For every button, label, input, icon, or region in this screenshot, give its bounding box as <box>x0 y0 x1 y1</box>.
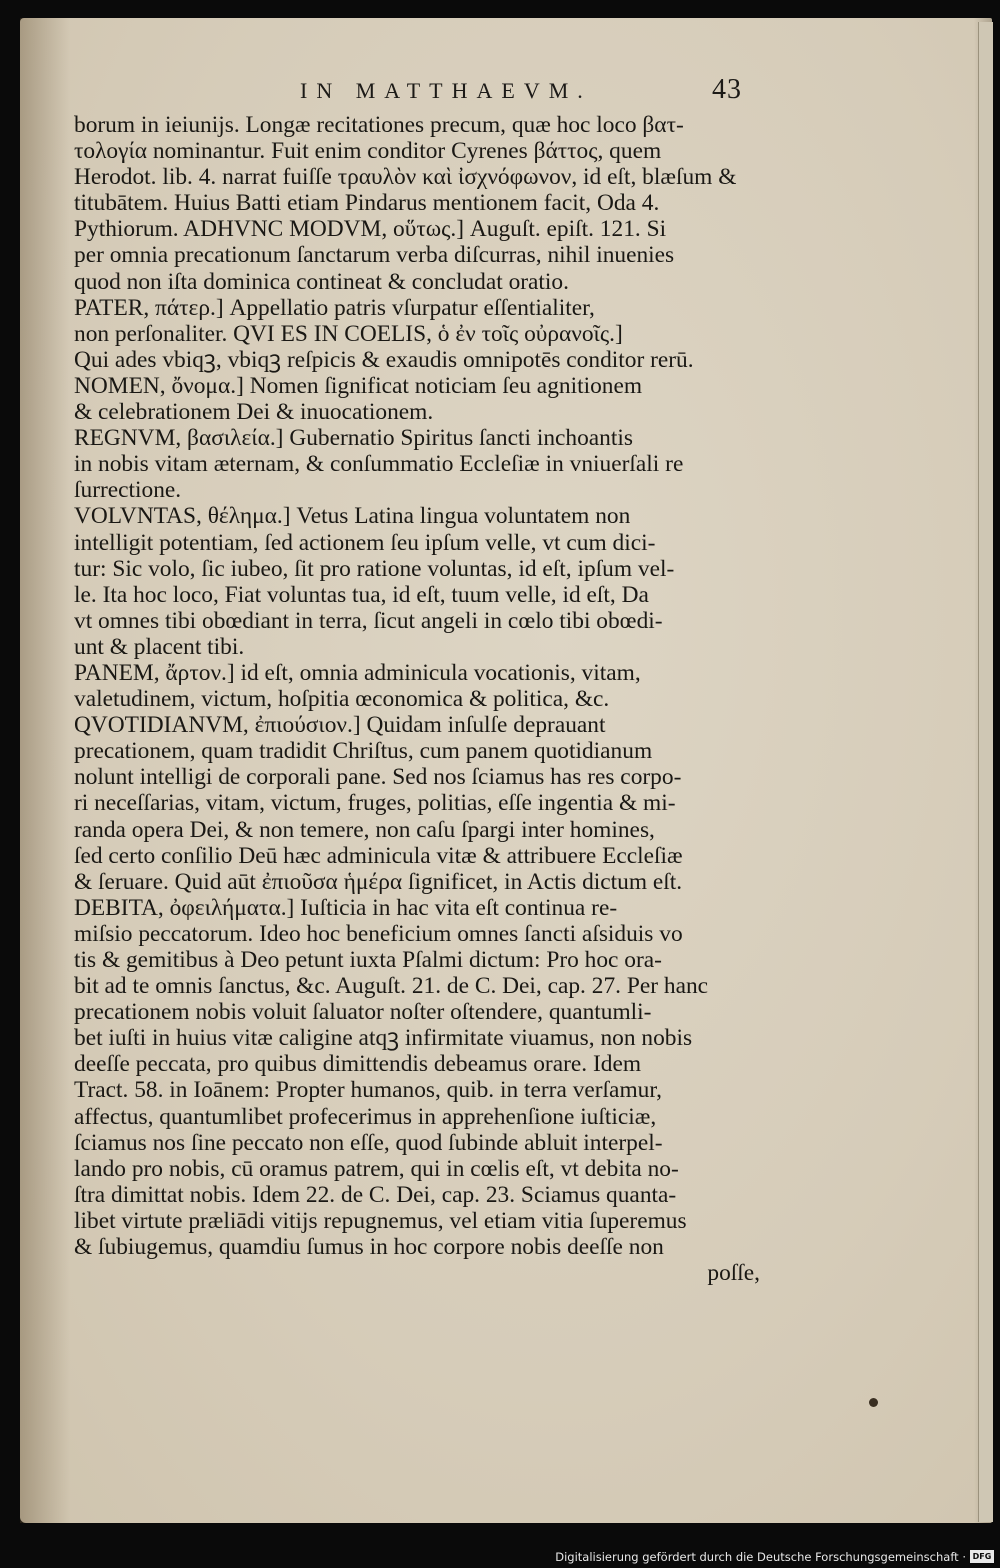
page-edge <box>978 22 993 1522</box>
ink-spot <box>869 1398 878 1407</box>
text-line: unt & placent tibi. <box>74 633 245 660</box>
text-line: bet iuſti in huius vitæ caligine atqꝫ infirmitate viuamus, non nobis <box>74 1025 693 1052</box>
text-line: ſed certo conſilio Deū hæc adminicula vitæ & attribuere Eccleſiæ <box>74 842 683 869</box>
running-title: IN MATTHAEVM. <box>300 78 592 103</box>
text-line: ſciamus nos ſine peccato non eſſe, quod ſubinde abluit interpel- <box>74 1129 663 1156</box>
text-line: REGNVM, βασιλεία.] Gubernatio Spiritus ſancti inchoantis <box>74 425 633 452</box>
text-line: ſurrectione. <box>74 477 182 504</box>
page-number: 43 <box>712 74 742 105</box>
text-line: le. Ita hoc loco, Fiat voluntas tua, id eſt, tuum velle, id eſt, Da <box>74 581 649 608</box>
text-line: VOLVNTAS, θέλημα.] Vetus Latina lingua voluntatem non <box>74 503 631 530</box>
text-line: nolunt intelligi de corporali pane. Sed nos ſciamus has res corpo- <box>74 764 682 791</box>
text-line: valetudinem, victum, hoſpitia œconomica & politica, &c. <box>74 686 610 713</box>
text-line: precationem, quam tradidit Chriſtus, cum panem quotidianum <box>74 738 653 765</box>
text-line: in nobis vitam æternam, & conſummatio Eccleſiæ in vniuerſali re <box>74 451 684 478</box>
text-line: & celebrationem Dei & inuocationem. <box>74 399 434 426</box>
catchword: poſſe, <box>707 1260 760 1287</box>
text-line: randa opera Dei, & non temere, non caſu ſpargi inter homines, <box>74 816 655 843</box>
text-line: affectus, quantumlibet profecerimus in apprehenſione iuſticiæ, <box>74 1103 657 1130</box>
text-line: libet virtute præliādi vitijs repugnemus, vel etiam vitia ſuperemus <box>74 1207 687 1234</box>
text-line: ſtra dimittat nobis. Idem 22. de C. Dei, cap. 23. Sciamus quanta- <box>74 1181 677 1208</box>
text-line: per omnia precationum ſanctarum verba diſcurras, nihil inuenies <box>74 242 675 269</box>
text-line: PATER, πάτερ.] Appellatio patris vſurpatur eſſentialiter, <box>74 294 595 321</box>
text-line: & ſeruare. Quid aūt ἐπιοῦσα ἡμέρα ſignificet, in Actis dictum eſt. <box>74 868 683 895</box>
text-line: tur: Sic volo, ſic iubeo, ſit pro ratione voluntas, id eſt, ipſum vel- <box>74 555 675 582</box>
text-line: & ſubiugemus, quamdiu ſumus in hoc corpore nobis deeſſe non <box>74 1234 664 1261</box>
digitization-footer <box>0 1546 1000 1568</box>
text-line: Pythiorum. ADHVNC MODVM, οὕτως.] Auguſt. epiſt. 121. Si <box>74 216 667 243</box>
text-line: Herodot. lib. 4. narrat fuiſſe τραυλὸν καὶ ἰσχνόφωνον, id eſt, blæſum & <box>74 164 737 191</box>
text-line: NOMEN, ὄνομα.] Nomen ſignificat noticiam ſeu agnitionem <box>74 372 643 399</box>
text-line: intelligit potentiam, ſed actionem ſeu ipſum velle, vt cum dici- <box>74 529 656 556</box>
text-line: Qui ades vbiqꝫ, vbiqꝫ reſpicis & exaudis omnipotēs conditor rerū. <box>74 346 694 373</box>
funding-credit: Digitalisierung gefördert durch die Deutsche Forschungsgemeinschaft · <box>555 1550 966 1564</box>
text-line: lando pro nobis, cū oramus patrem, qui in cœlis eſt, vt debita no- <box>74 1155 679 1182</box>
text-line: DEBITA, ὀφειλήματα.] Iuſticia in hac vita eſt continua re- <box>74 894 618 921</box>
text-line: PANEM, ἄρτον.] id eſt, omnia adminicula vocationis, vitam, <box>74 659 641 686</box>
text-line: non perſonaliter. QVI ES IN COELIS, ὁ ἐν τοῖς οὐρανοῖς.] <box>74 320 623 347</box>
text-line: titubātem. Huius Batti etiam Pindarus mentionem facit, Oda 4. <box>74 190 660 217</box>
dfg-logo: DFG <box>970 1550 994 1563</box>
text-line: borum in ieiunijs. Longæ recitationes precum, quæ hoc loco βατ- <box>74 112 684 138</box>
text-line: quod non iſta dominica contineat & concludat oratio. <box>74 268 569 295</box>
text-line: QVOTIDIANVM, ἐπιούσιον.] Quidam inſulſe deprauant <box>74 712 606 739</box>
text-line: precationem nobis voluit ſaluator noſter oſtendere, quantumli- <box>74 999 652 1026</box>
text-line: Tract. 58. in Ioānem: Propter humanos, quib. in terra verſamur, <box>74 1077 663 1104</box>
body-text <box>74 112 760 1287</box>
text-line: ri neceſſarias, vitam, victum, fruges, politias, eſſe ingentia & mi- <box>74 790 676 817</box>
text-line: τολογία nominantur. Fuit enim conditor Cyrenes βάττος, quem <box>74 138 662 165</box>
text-line: bit ad te omnis ſanctus, &c. Auguſt. 21. de C. Dei, cap. 27. Per hanc <box>74 973 709 1000</box>
text-line: miſsio peccatorum. Ideo hoc beneficium omnes ſancti aſsiduis vo <box>74 920 683 947</box>
text-line: vt omnes tibi obœdiant in terra, ſicut angeli in cœlo tibi obœdi- <box>74 607 663 634</box>
text-line: tis & gemitibus à Deo petunt iuxta Pſalmi dictum: Pro hoc ora- <box>74 947 662 973</box>
page-header <box>0 74 1000 108</box>
text-line: deeſſe peccata, pro quibus dimittendis debeamus orare. Idem <box>74 1051 642 1078</box>
